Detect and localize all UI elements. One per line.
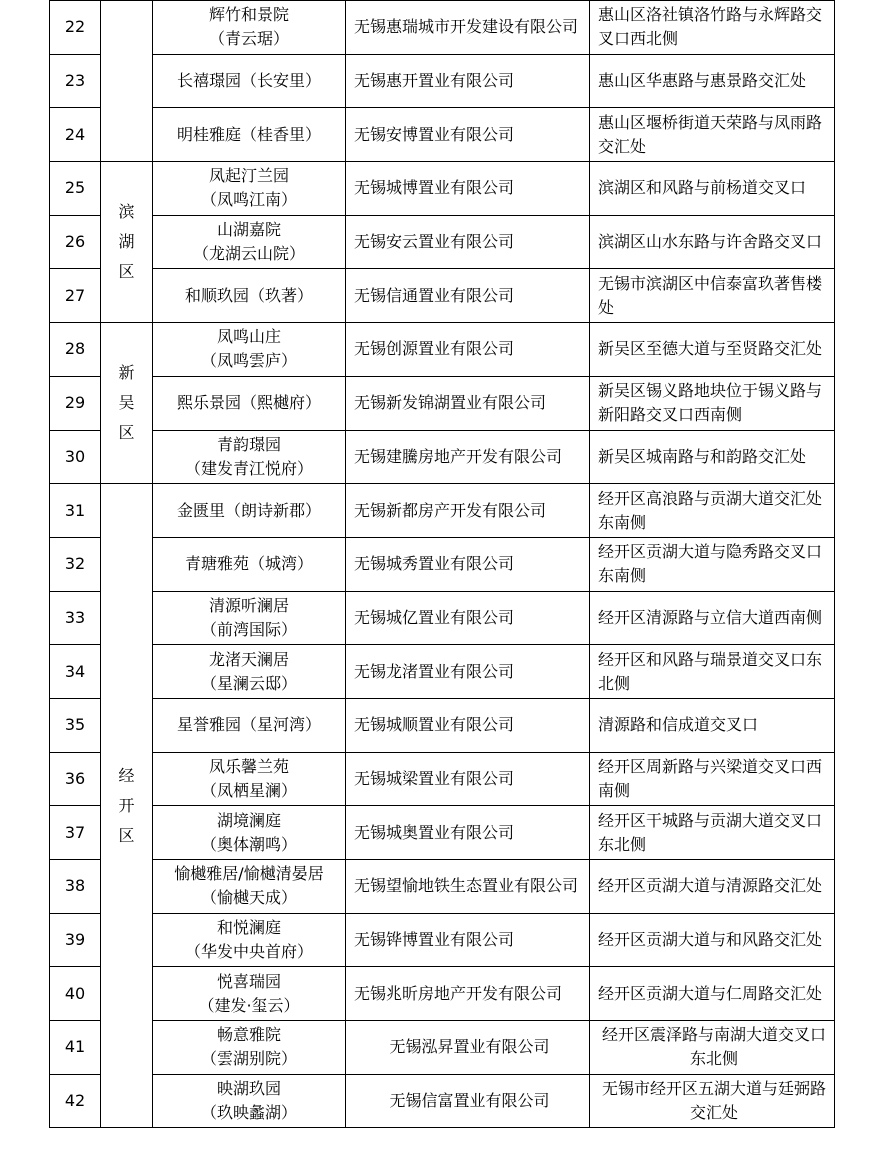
project-name: 辉竹和景院 （青云琚） <box>153 1 346 55</box>
table-row <box>50 430 835 484</box>
table-row <box>50 537 835 591</box>
project-name: 和顺玖园（玖著） <box>153 269 346 323</box>
row-number: 28 <box>50 323 101 377</box>
row-number: 41 <box>50 1021 101 1075</box>
project-address: 新吴区至德大道与至贤路交汇处 <box>590 323 835 377</box>
row-number: 24 <box>50 108 101 162</box>
row-number: 32 <box>50 537 101 591</box>
district-char: 开 <box>118 795 135 815</box>
row-number: 36 <box>50 752 101 806</box>
developer-company: 无锡城顺置业有限公司 <box>346 698 590 752</box>
project-address: 滨湖区和风路与前杨道交叉口 <box>590 162 835 216</box>
table-row <box>50 1021 835 1075</box>
developer-company: 无锡信通置业有限公司 <box>346 269 590 323</box>
project-name: 明桂雅庭（桂香里） <box>153 108 346 162</box>
table-row <box>50 215 835 269</box>
project-name: 清源听澜居 （前湾国际） <box>153 591 346 645</box>
table-row <box>50 967 835 1021</box>
table-row <box>50 484 835 538</box>
developer-company: 无锡龙渚置业有限公司 <box>346 645 590 699</box>
project-address: 清源路和信成道交叉口 <box>590 698 835 752</box>
table-row <box>50 806 835 860</box>
table-row <box>50 54 835 108</box>
row-number: 39 <box>50 913 101 967</box>
district-char: 湖 <box>118 232 135 252</box>
row-number: 31 <box>50 484 101 538</box>
district-char: 区 <box>118 262 135 282</box>
project-name: 凤乐馨兰苑 （凤栖星澜） <box>153 752 346 806</box>
table-row <box>50 752 835 806</box>
project-address: 新吴区城南路与和韵路交汇处 <box>590 430 835 484</box>
developer-company: 无锡惠开置业有限公司 <box>346 54 590 108</box>
project-name: 青瑭雅苑（城湾） <box>153 537 346 591</box>
developer-company: 无锡望愉地铁生态置业有限公司 <box>346 860 590 914</box>
developer-company: 无锡铧博置业有限公司 <box>346 913 590 967</box>
project-name: 湖境澜庭 （奥体潮鸣） <box>153 806 346 860</box>
row-number: 40 <box>50 967 101 1021</box>
developer-company: 无锡建騰房地产开发有限公司 <box>346 430 590 484</box>
project-name: 龙渚天澜居 （星澜云邸） <box>153 645 346 699</box>
project-address: 新吴区锡义路地块位于锡义路与新阳路交叉口西南侧 <box>590 376 835 430</box>
district-char: 新 <box>118 363 135 383</box>
project-name: 凤鸣山庄 （凤鸣雲庐） <box>153 323 346 377</box>
project-address: 滨湖区山水东路与许舍路交叉口 <box>590 215 835 269</box>
project-name: 悦喜瑞园 （建发·玺云） <box>153 967 346 1021</box>
project-name: 映湖玖园 （玖映蠡湖） <box>153 1074 346 1128</box>
district-char: 滨 <box>118 202 135 222</box>
project-name: 青韵璟园 （建发青江悦府） <box>153 430 346 484</box>
project-name: 和悦澜庭 （华发中央首府） <box>153 913 346 967</box>
table-row <box>50 162 835 216</box>
developer-company: 无锡创源置业有限公司 <box>346 323 590 377</box>
project-address: 经开区贡湖大道与仁周路交汇处 <box>590 967 835 1021</box>
project-address: 经开区干城路与贡湖大道交叉口东北侧 <box>590 806 835 860</box>
row-number: 27 <box>50 269 101 323</box>
row-number: 33 <box>50 591 101 645</box>
table-row <box>50 1074 835 1128</box>
project-address: 惠山区堰桥街道天荣路与凤雨路交汇处 <box>590 108 835 162</box>
district-cell-binhu <box>101 162 153 323</box>
project-address: 经开区清源路与立信大道西南侧 <box>590 591 835 645</box>
row-number: 22 <box>50 1 101 55</box>
row-number: 37 <box>50 806 101 860</box>
developer-company: 无锡泓昇置业有限公司 <box>346 1021 590 1075</box>
table-row <box>50 376 835 430</box>
developer-company: 无锡兆昕房地产开发有限公司 <box>346 967 590 1021</box>
developer-company: 无锡惠瑞城市开发建设有限公司 <box>346 1 590 55</box>
project-name: 山湖嘉院 （龙湖云山院） <box>153 215 346 269</box>
project-name: 畅意雅院 （雲湖别院） <box>153 1021 346 1075</box>
project-address: 经开区周新路与兴梁道交叉口西南侧 <box>590 752 835 806</box>
table-row <box>50 698 835 752</box>
housing-project-table <box>49 0 835 1128</box>
table-row <box>50 1 835 55</box>
row-number: 25 <box>50 162 101 216</box>
project-name: 愉樾雅居/愉樾清晏居 （愉樾天成） <box>153 860 346 914</box>
developer-company: 无锡新都房产开发有限公司 <box>346 484 590 538</box>
project-name: 凤起汀兰园 （凤鸣江南） <box>153 162 346 216</box>
project-name: 熙乐景园（熙樾府） <box>153 376 346 430</box>
table-row <box>50 108 835 162</box>
table-row <box>50 860 835 914</box>
project-address: 无锡市经开区五湖大道与廷弼路交汇处 <box>590 1074 835 1128</box>
project-name: 金匮里（朗诗新郡） <box>153 484 346 538</box>
row-number: 26 <box>50 215 101 269</box>
developer-company: 无锡信富置业有限公司 <box>346 1074 590 1128</box>
table-row <box>50 323 835 377</box>
developer-company: 无锡城秀置业有限公司 <box>346 537 590 591</box>
project-address: 经开区贡湖大道与清源路交汇处 <box>590 860 835 914</box>
district-cell-xinwu <box>101 323 153 484</box>
project-address: 惠山区华惠路与惠景路交汇处 <box>590 54 835 108</box>
district-cell-huishan <box>101 1 153 162</box>
district-char: 吴 <box>118 393 135 413</box>
developer-company: 无锡城奥置业有限公司 <box>346 806 590 860</box>
project-name: 星誉雅园（星河湾） <box>153 698 346 752</box>
table-row <box>50 645 835 699</box>
project-address: 经开区震泽路与南湖大道交叉口东北侧 <box>590 1021 835 1075</box>
project-address: 经开区贡湖大道与和风路交汇处 <box>590 913 835 967</box>
row-number: 29 <box>50 376 101 430</box>
project-address: 经开区贡湖大道与隐秀路交叉口东南侧 <box>590 537 835 591</box>
project-address: 经开区高浪路与贡湖大道交汇处东南侧 <box>590 484 835 538</box>
district-char: 经 <box>118 765 135 785</box>
developer-company: 无锡新发锦湖置业有限公司 <box>346 376 590 430</box>
developer-company: 无锡城梁置业有限公司 <box>346 752 590 806</box>
project-address: 无锡市滨湖区中信泰富玖著售楼处 <box>590 269 835 323</box>
project-address: 惠山区洛社镇洛竹路与永辉路交叉口西北侧 <box>590 1 835 55</box>
district-cell-jingkai <box>101 484 153 1128</box>
developer-company: 无锡城亿置业有限公司 <box>346 591 590 645</box>
row-number: 42 <box>50 1074 101 1128</box>
row-number: 35 <box>50 698 101 752</box>
table-row <box>50 913 835 967</box>
table-row <box>50 591 835 645</box>
district-char: 区 <box>118 423 135 443</box>
developer-company: 无锡城博置业有限公司 <box>346 162 590 216</box>
project-address: 经开区和风路与瑞景道交叉口东北侧 <box>590 645 835 699</box>
table-row <box>50 269 835 323</box>
developer-company: 无锡安云置业有限公司 <box>346 215 590 269</box>
project-name: 长禧璟园（长安里） <box>153 54 346 108</box>
district-char: 区 <box>118 825 135 845</box>
row-number: 38 <box>50 860 101 914</box>
row-number: 30 <box>50 430 101 484</box>
developer-company: 无锡安博置业有限公司 <box>346 108 590 162</box>
row-number: 34 <box>50 645 101 699</box>
row-number: 23 <box>50 54 101 108</box>
